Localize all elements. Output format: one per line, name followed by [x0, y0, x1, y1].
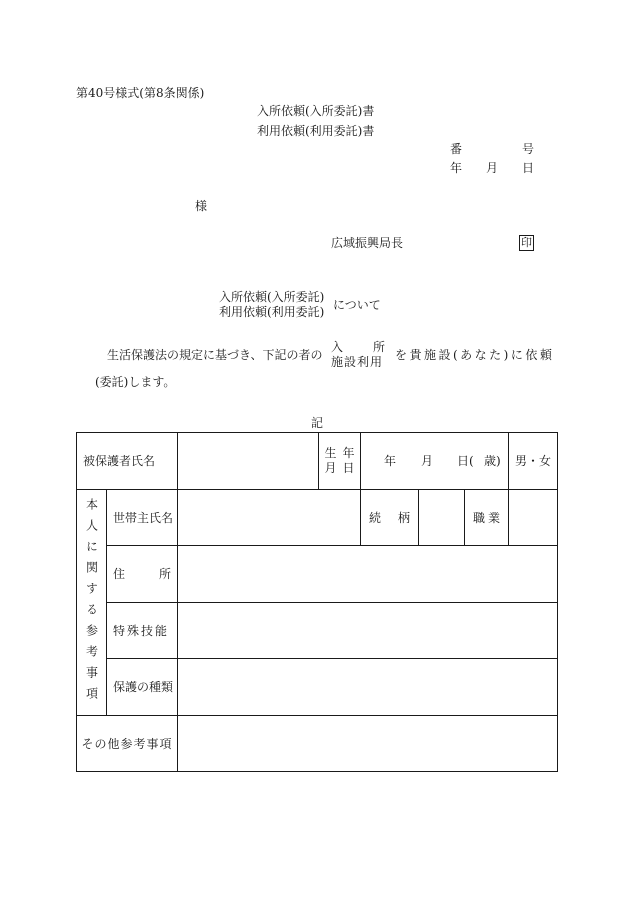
skills-label-cell: [107, 603, 178, 659]
birth-date-cell[interactable]: [361, 433, 509, 490]
other-value-cell[interactable]: [178, 716, 558, 772]
relation-label-a: 続: [369, 510, 382, 525]
relation-value-cell[interactable]: [419, 490, 465, 546]
doc-number-suffix: 号: [522, 142, 535, 156]
occupation-label-b: 業: [488, 510, 501, 525]
relation-label-b: 柄: [398, 510, 411, 525]
other-label-cell: [77, 716, 178, 772]
birth-label-2: 年: [342, 446, 355, 460]
subject-option-usage: 利用依頼(利用委託): [219, 305, 325, 319]
birth-label-3: 月: [324, 461, 337, 475]
body-option-admission-char-1: 入: [331, 340, 344, 354]
body-option-facility: 施設利用: [331, 355, 384, 369]
form-number: 第40号様式(第8条関係): [76, 86, 205, 100]
table-row-skills: [77, 603, 558, 659]
date-month: 月: [486, 161, 499, 175]
birth-day: 日(: [457, 454, 474, 468]
name-label-cell: [77, 433, 178, 490]
subject-suffix: について: [333, 298, 381, 312]
title-usage: 利用依頼(利用委託)書: [257, 124, 375, 138]
birth-age: 歳): [484, 454, 501, 468]
address-label-b: 所: [159, 567, 172, 581]
birth-month: 月: [421, 454, 434, 468]
table-row-other: [77, 716, 558, 772]
body-option-stack: [331, 340, 385, 370]
doc-number-label: 番: [450, 142, 463, 156]
table-row-protection: [77, 659, 558, 716]
address-label-a: 住: [113, 567, 126, 581]
name-label: 被保護者氏名: [83, 454, 156, 468]
occupation-label-a: 職: [473, 510, 486, 525]
address-label-cell: [107, 546, 178, 603]
table-row-name: [77, 433, 558, 490]
birth-year: 年: [384, 454, 397, 468]
addressee-honorific: 様: [195, 199, 208, 213]
other-label: その他参考事項: [81, 736, 173, 751]
section-label-cell: [77, 490, 107, 716]
name-value-cell[interactable]: [178, 433, 319, 490]
body-option-admission: [331, 340, 385, 355]
occupation-label-cell: [465, 490, 509, 546]
sex-cell[interactable]: [509, 433, 558, 490]
body-option-admission-char-2: 所: [372, 340, 385, 354]
protection-value-cell[interactable]: [178, 659, 558, 716]
date-year: 年: [450, 161, 463, 175]
birth-label-1: 生: [324, 446, 337, 460]
ki-heading: 記: [311, 416, 324, 430]
skills-value-cell[interactable]: [178, 603, 558, 659]
birth-label-cell: [319, 433, 361, 490]
particulars-table: [76, 432, 558, 772]
body-tail: を貴施設(あなた)に依頼: [395, 348, 555, 362]
section-label: 本人に関する参考事項: [84, 497, 99, 708]
date-day: 日: [522, 161, 535, 175]
title-admission: 入所依頼(入所委託)書: [257, 104, 375, 118]
subject-options: [219, 290, 324, 320]
householder-value-cell[interactable]: [178, 490, 361, 546]
subject-option-admission: 入所依頼(入所委託): [219, 290, 325, 304]
table-row-householder: [77, 490, 558, 546]
householder-label: 世帯主氏名: [113, 510, 174, 525]
body-line-2: (委託)します。: [95, 375, 176, 389]
address-value-cell[interactable]: [178, 546, 558, 603]
protection-label: 保護の種類: [113, 680, 174, 694]
occupation-value-cell[interactable]: [509, 490, 558, 546]
sex-options: 男・女: [515, 454, 552, 468]
seal-mark: 印: [521, 236, 532, 249]
table-row-address: [77, 546, 558, 603]
birth-label-4: 日: [342, 461, 355, 475]
sender-name: 広域振興局長: [331, 236, 404, 250]
skills-label: 特殊技能: [113, 623, 170, 638]
body-lead: 生活保護法の規定に基づき、下記の者の: [107, 348, 323, 362]
protection-label-cell: [107, 659, 178, 716]
householder-label-cell: [107, 490, 178, 546]
relation-label-cell: [361, 490, 419, 546]
